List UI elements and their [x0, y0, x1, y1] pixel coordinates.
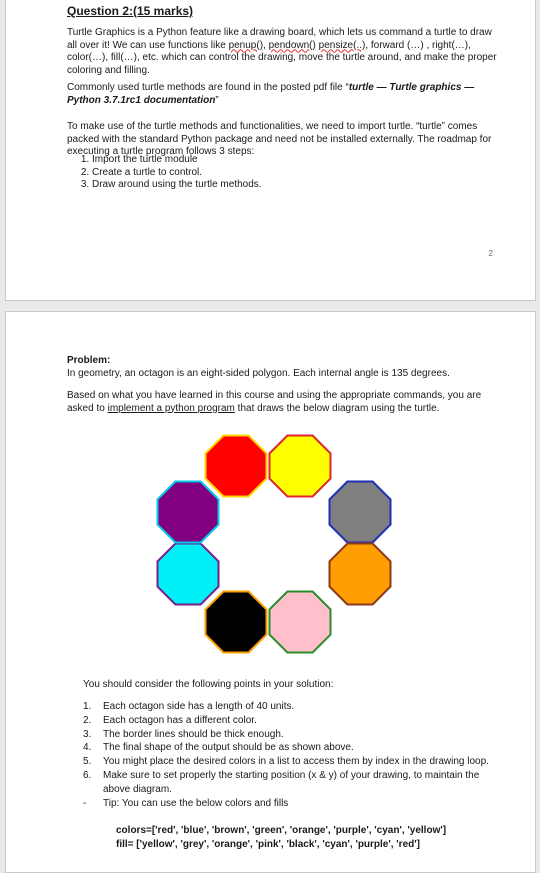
intro-text-a: Turtle Graphics is a Python feature like a drawing board, which lets us command a turtle to draw all over it! We can use functions like — [67, 27, 492, 51]
document-page-2 — [5, 311, 536, 873]
fills-code-line: fill= ['yellow', 'grey', 'orange', 'pink', 'black', 'cyan', 'purple', 'red'] — [116, 839, 420, 850]
penup-term: penup() — [228, 39, 264, 51]
octagon-shape — [206, 592, 267, 653]
steps-list — [68, 154, 262, 192]
problem-line-1: In geometry, an octagon is an eight-sided polygon. Each internal angle is 135 degrees. — [67, 368, 450, 379]
octagon-shape — [158, 482, 219, 543]
implement-program-link: implement a python program — [107, 402, 235, 414]
intro-paragraph-1: Turtle Graphics is a Python feature like a drawing board, which lets us command a turtle to draw all over it! We can use functions like penup(), pendown() pensize(..), forward (…) , right(…), color(…), fill(…), etc. which can control the drawing, move the turtle around, and make the proper coloring and filling. — [67, 27, 497, 76]
document-page-1 — [5, 0, 536, 301]
point-item: 3. The border lines should be thick enough. — [83, 728, 284, 740]
doc-ref-prefix: Commonly used turtle methods are found in the posted pdf file “ — [67, 82, 349, 93]
intro-paragraph-3: To make use of the turtle methods and functionalities, we need to import turtle. “turtle” comes packed with the standard Python package and need not be installed externally. The roadmap for executing a turtle program follows 3 steps: — [67, 121, 492, 157]
page-number: 2 — [488, 249, 493, 258]
problem-text-b: that draws the below diagram using the turtle. — [234, 402, 440, 414]
problem-text-a: Based on what you have learned in this course and using the appropriate commands, you are asked to — [67, 390, 482, 414]
point-item: 1. Each octagon side has a length of 40 units. — [83, 701, 295, 712]
step-item: 1. Import the turtle module — [92, 154, 262, 167]
doc-ref-title: turtle — Turtle graphics — Python 3.7.1rc1 documentation — [67, 82, 475, 106]
octagon-shape — [330, 544, 391, 605]
intro-paragraph-2 — [67, 82, 502, 107]
point-item: 2. Each octagon has a different color. — [83, 714, 257, 726]
problem-heading: Problem: — [67, 355, 111, 366]
question-title: Question 2:(15 marks) — [67, 4, 194, 18]
step-item: 3. Draw around using the turtle methods. — [92, 179, 262, 192]
pensize-term: pensize(..) — [318, 39, 366, 51]
problem-line-2 — [67, 390, 507, 415]
octagon-shape — [330, 482, 391, 543]
colors-code-line: colors=['red', 'blue', 'brown', 'green', 'orange', 'purple', 'cyan', 'yellow'] — [116, 825, 447, 836]
pendown-term: pendown() — [268, 39, 316, 51]
intro-text-b: , forward (…) , right(…), color(…), fill(…), etc. which can control the drawing, move the turtle around, and make the proper coloring and filling. — [67, 39, 497, 76]
point-item: 5. You might place the desired colors in a list to access them by index in the drawing loop. — [83, 756, 489, 768]
point-item: - Tip: You can use the below colors and fills — [83, 797, 289, 809]
points-intro: You should consider the following points in your solution: — [83, 679, 334, 690]
step-item: 2. Create a turtle to control. — [92, 167, 262, 180]
points-list — [83, 700, 503, 810]
octagon-ring-diagram — [152, 434, 392, 666]
octagon-shape — [270, 592, 331, 653]
octagon-shape — [270, 436, 331, 497]
point-item: 6. Make sure to set properly the starting position (x & y) of your drawing, to maintain the above diagram. — [83, 769, 480, 795]
octagon-shape — [158, 544, 219, 605]
octagon-shape — [206, 436, 267, 497]
doc-ref-suffix: ” — [215, 94, 219, 106]
point-item: 4. The final shape of the output should be as shown above. — [83, 742, 354, 754]
